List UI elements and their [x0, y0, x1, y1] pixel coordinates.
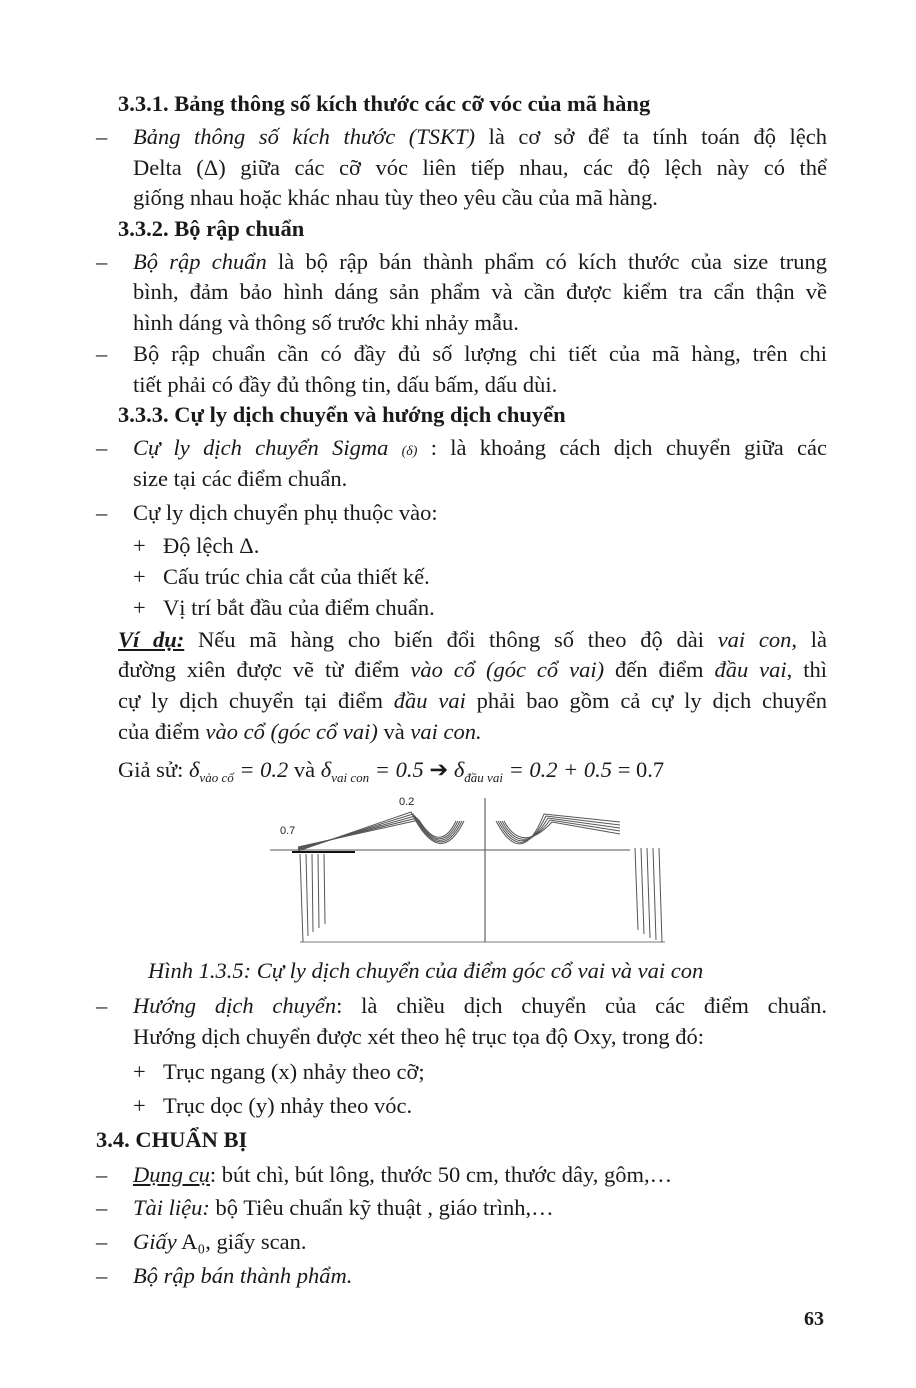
bullet-plus: + [133, 533, 146, 558]
bullet-dash: – [96, 124, 108, 149]
list-item [133, 1231, 306, 1254]
text: đầu vai [714, 657, 787, 682]
text: phải bao gồm cả cự ly dịch chuyển [465, 688, 828, 713]
text: và [377, 719, 411, 744]
text: đến điểm [604, 657, 715, 682]
paragraph-line: hình dáng và thông số trước khi nhảy mẫu. [133, 310, 519, 335]
bullet-dash: – [96, 500, 108, 525]
bullet-dash: – [96, 341, 108, 366]
subscript: vào cổ [199, 770, 234, 785]
bullet-plus: + [133, 595, 146, 620]
text: Nếu mã hàng cho biến đổi thông số theo độ dài [184, 627, 718, 652]
text: : bút chì, bút lông, thước 50 cm, thước dây, gôm,… [209, 1162, 673, 1187]
text: = 0.7 [612, 757, 665, 782]
list-item: Trục dọc (y) nhảy theo vóc. [163, 1093, 413, 1118]
list-item: Vị trí bắt đầu của điểm chuẩn. [163, 595, 435, 620]
term: Giấy [133, 1229, 177, 1254]
term: Bộ rập bán thành phẩm. [133, 1263, 353, 1288]
figure-label-0-7: 0.7 [280, 825, 296, 837]
delta-symbol: δ [320, 757, 332, 782]
text: vai con. [410, 719, 482, 744]
bullet-dash: – [96, 1263, 108, 1288]
list-item: Độ lệch Δ. [163, 533, 260, 558]
grading-lines [298, 812, 662, 942]
text: vào cổ (góc cổ vai) [410, 657, 605, 682]
text: cự ly dịch chuyển tại điểm [118, 688, 394, 713]
paragraph-line [133, 437, 827, 460]
paragraph-line: size tại các điểm chuẩn. [133, 466, 348, 491]
term-cu-ly: Cự ly dịch chuyển Sigma [133, 435, 389, 460]
section-heading-333: 3.3.3. Cự ly dịch chuyển và hướng dịch chuyển [118, 402, 566, 427]
subscript: đầu vai [464, 770, 503, 785]
bullet-plus: + [133, 1059, 146, 1084]
paragraph-line [133, 126, 827, 149]
section-heading-34: 3.4. CHUẨN BỊ [96, 1127, 248, 1152]
paragraph-line [133, 995, 827, 1018]
bullet-dash: – [96, 1195, 108, 1220]
text: và [288, 757, 321, 782]
bullet-dash: – [96, 993, 108, 1018]
text: = 0.5 [369, 757, 430, 782]
arrow-icon: ➔ [429, 757, 449, 782]
section-heading-331: 3.3.1. Bảng thông số kích thước các cỡ vóc của mã hàng [118, 91, 651, 116]
page-number: 63 [804, 1308, 824, 1330]
list-item: Trục ngang (x) nhảy theo cỡ; [163, 1059, 425, 1084]
bullet-dash: – [96, 1162, 108, 1187]
text: là bộ rập bán thành phẩm có kích thước của size trung [266, 249, 827, 274]
text: : là khoảng cách dịch chuyển giữa các [417, 435, 827, 460]
text: là [797, 627, 827, 652]
text: của điểm [118, 719, 206, 744]
example-line [118, 721, 482, 744]
paragraph-line: Cự ly dịch chuyển phụ thuộc vào: [133, 500, 438, 525]
list-item [133, 1164, 672, 1187]
figure-label-0-2: 0.2 [399, 796, 415, 808]
term-huong-dich-chuyen: Hướng dịch chuyển [133, 993, 337, 1018]
text: đường xiên được vẽ từ điểm [118, 657, 411, 682]
list-item [133, 1265, 352, 1288]
example-line [118, 690, 827, 713]
example-line [118, 629, 827, 652]
bullet-dash: – [96, 435, 108, 460]
shoulder-grading-figure [270, 790, 670, 950]
term: Dụng cụ [133, 1162, 210, 1187]
bullet-dash: – [96, 249, 108, 274]
paragraph-line: bình, đảm bảo hình dáng sản phẩm và cần được kiểm tra cẩn thận về [133, 279, 827, 304]
paragraph-line: tiết phải có đầy đủ thông tin, dấu bấm, dấu dùi. [133, 372, 558, 397]
text: là cơ sở để ta tính toán độ lệch [475, 124, 828, 149]
text: = 0.2 [233, 757, 289, 782]
example-line [118, 659, 827, 682]
text: : là chiều dịch chuyển của các điểm chuẩn. [336, 993, 827, 1018]
text: , thì [786, 657, 827, 682]
delta-symbol: δ [188, 757, 200, 782]
text: bộ Tiêu chuẩn kỹ thuật , giáo trình,… [209, 1195, 554, 1220]
text: vai con, [717, 627, 798, 652]
term: Tài liệu: [133, 1195, 210, 1220]
list-item [133, 1197, 554, 1220]
text: A₀, giấy scan. [176, 1229, 307, 1254]
paragraph-line: Hướng dịch chuyển được xét theo hệ trục tọa độ Oxy, trong đó: [133, 1024, 704, 1049]
delta-symbol: δ [453, 757, 465, 782]
figure-caption: Hình 1.3.5: Cự ly dịch chuyển của điểm góc cổ vai và vai con [148, 958, 704, 983]
text: đầu vai [393, 688, 466, 713]
paragraph-line: Bộ rập chuẩn cần có đầy đủ số lượng chi tiết của mã hàng, trên chi [133, 341, 827, 366]
paragraph-line: Delta (Δ) giữa các cỡ vóc liên tiếp nhau, các độ lệch này có thể [133, 155, 827, 180]
bullet-plus: + [133, 564, 146, 589]
sigma-symbol: (δ) [401, 444, 418, 459]
term-bo-rap-chuan: Bộ rập chuẩn [133, 249, 267, 274]
bullet-plus: + [133, 1093, 146, 1118]
section-heading-332: 3.3.2. Bộ rập chuẩn [118, 216, 305, 241]
term-tskt: Bảng thông số kích thước (TSKT) [133, 124, 476, 149]
list-item: Cấu trúc chia cắt của thiết kế. [163, 564, 430, 589]
paragraph-line [133, 251, 827, 274]
text: Giả sử: [118, 757, 189, 782]
paragraph-line: giống nhau hoặc khác nhau tùy theo yêu cầu của mã hàng. [133, 185, 658, 210]
bullet-dash: – [96, 1229, 108, 1254]
text: vào cổ (góc cổ vai) [205, 719, 378, 744]
text: = 0.2 + 0.5 [502, 757, 613, 782]
subscript: vai con [331, 770, 370, 785]
formula-line [118, 757, 665, 785]
example-label: Ví dụ: [118, 627, 185, 652]
